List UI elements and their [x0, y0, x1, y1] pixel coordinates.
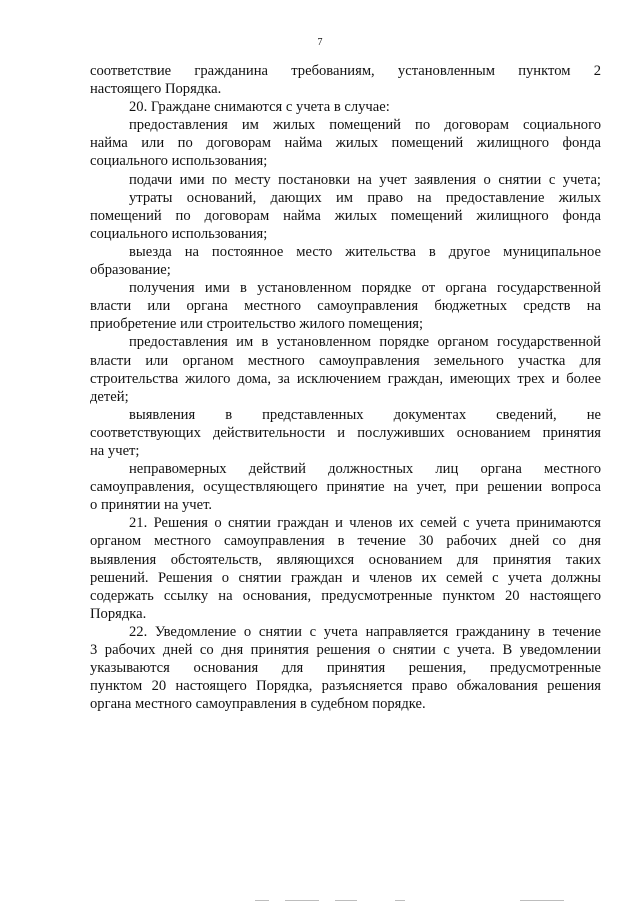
- list-item: [90, 243, 601, 279]
- text-line: 20. Граждане снимаются с учета в случае:: [129, 99, 390, 116]
- text-line: соответствующих действительности и послуживших основанием принятия: [90, 424, 601, 441]
- text-line: утраты оснований, дающих им право на предоставление жилых: [129, 189, 601, 206]
- text-line: пунктом 20 настоящего Порядка, разъясняется право обжалования решения: [90, 678, 601, 695]
- text-line: Порядка.: [90, 605, 147, 622]
- paragraph: [90, 62, 601, 98]
- text-line: 22. Уведомление о снятии с учета направляется гражданину в течение: [129, 623, 601, 640]
- text-line: найма или по договорам найма жилых помещений жилищного фонда: [90, 135, 601, 152]
- text-line: власти или органом местного самоуправления земельного участка для: [90, 352, 601, 369]
- text-line: получения ими в установленном порядке от органа государственной: [129, 280, 601, 297]
- text-line: 21. Решения о снятии граждан и членов их семей с учета принимаются: [129, 515, 601, 532]
- text-line: органом местного самоуправления в течение 30 рабочих дней со дня: [90, 533, 601, 550]
- list-item: [90, 189, 601, 243]
- text-line: о принятии на учет.: [90, 497, 213, 514]
- scan-mark: [335, 900, 357, 901]
- document-body: [90, 62, 601, 713]
- text-line: строительства жилого дома, за исключением граждан, имеющих трех и более: [90, 370, 601, 387]
- scan-mark: [520, 900, 564, 901]
- text-line: указываются основания для принятия решения, предусмотренные: [90, 660, 601, 677]
- text-line: приобретение или строительство жилого помещения;: [90, 316, 424, 333]
- text-line: власти или органа местного самоуправления бюджетных средств на: [90, 298, 601, 315]
- text-line: органа местного самоуправления в судебном порядке.: [90, 696, 426, 713]
- text-line: выявления обстоятельств, являющихся основанием для принятия таких: [90, 551, 601, 568]
- list-item: [90, 406, 601, 460]
- list-item: [90, 171, 601, 189]
- scan-mark: [255, 900, 269, 901]
- paragraph: [90, 514, 601, 623]
- text-line: неправомерных действий должностных лиц органа местного: [129, 461, 601, 478]
- text-line: самоуправления, осуществляющего принятие на учет, при решении вопроса: [90, 479, 601, 496]
- text-line: содержать ссылку на основания, предусмотренные пунктом 20 настоящего: [90, 587, 601, 604]
- text-line: помещений по договорам найма жилых помещений жилищного фонда: [90, 207, 601, 224]
- scan-mark: [285, 900, 319, 901]
- text-line: социального использования;: [90, 153, 268, 170]
- paragraph: [90, 98, 601, 116]
- list-item: [90, 116, 601, 170]
- text-line: выезда на постоянное место жительства в другое муниципальное: [129, 243, 601, 260]
- paragraph: [90, 623, 601, 713]
- list-item: [90, 279, 601, 333]
- text-line: предоставления им в установленном порядке органом государственной: [129, 334, 601, 351]
- text-line: на учет;: [90, 442, 140, 459]
- text-line: решений. Решения о снятии граждан и членов их семей с учета должны: [90, 569, 601, 586]
- list-item: [90, 333, 601, 405]
- text-line: предоставления им жилых помещений по договорам социального: [129, 117, 601, 134]
- text-line: подачи ими по месту постановки на учет заявления о снятии с учета;: [129, 171, 601, 188]
- text-line: детей;: [90, 388, 129, 405]
- scan-artifacts: [0, 896, 640, 905]
- scan-mark: [395, 900, 405, 901]
- list-item: [90, 460, 601, 514]
- page-number: 7: [317, 37, 323, 48]
- text-line: выявления в представленных документах сведений, не: [129, 406, 601, 423]
- text-line: социального использования;: [90, 225, 268, 242]
- text-line: соответствие гражданина требованиям, установленным пунктом 2: [90, 63, 601, 79]
- text-line: настоящего Порядка.: [90, 81, 222, 98]
- text-line: 3 рабочих дней со дня принятия решения о снятии с учета. В уведомлении: [90, 642, 601, 658]
- text-line: образование;: [90, 262, 171, 279]
